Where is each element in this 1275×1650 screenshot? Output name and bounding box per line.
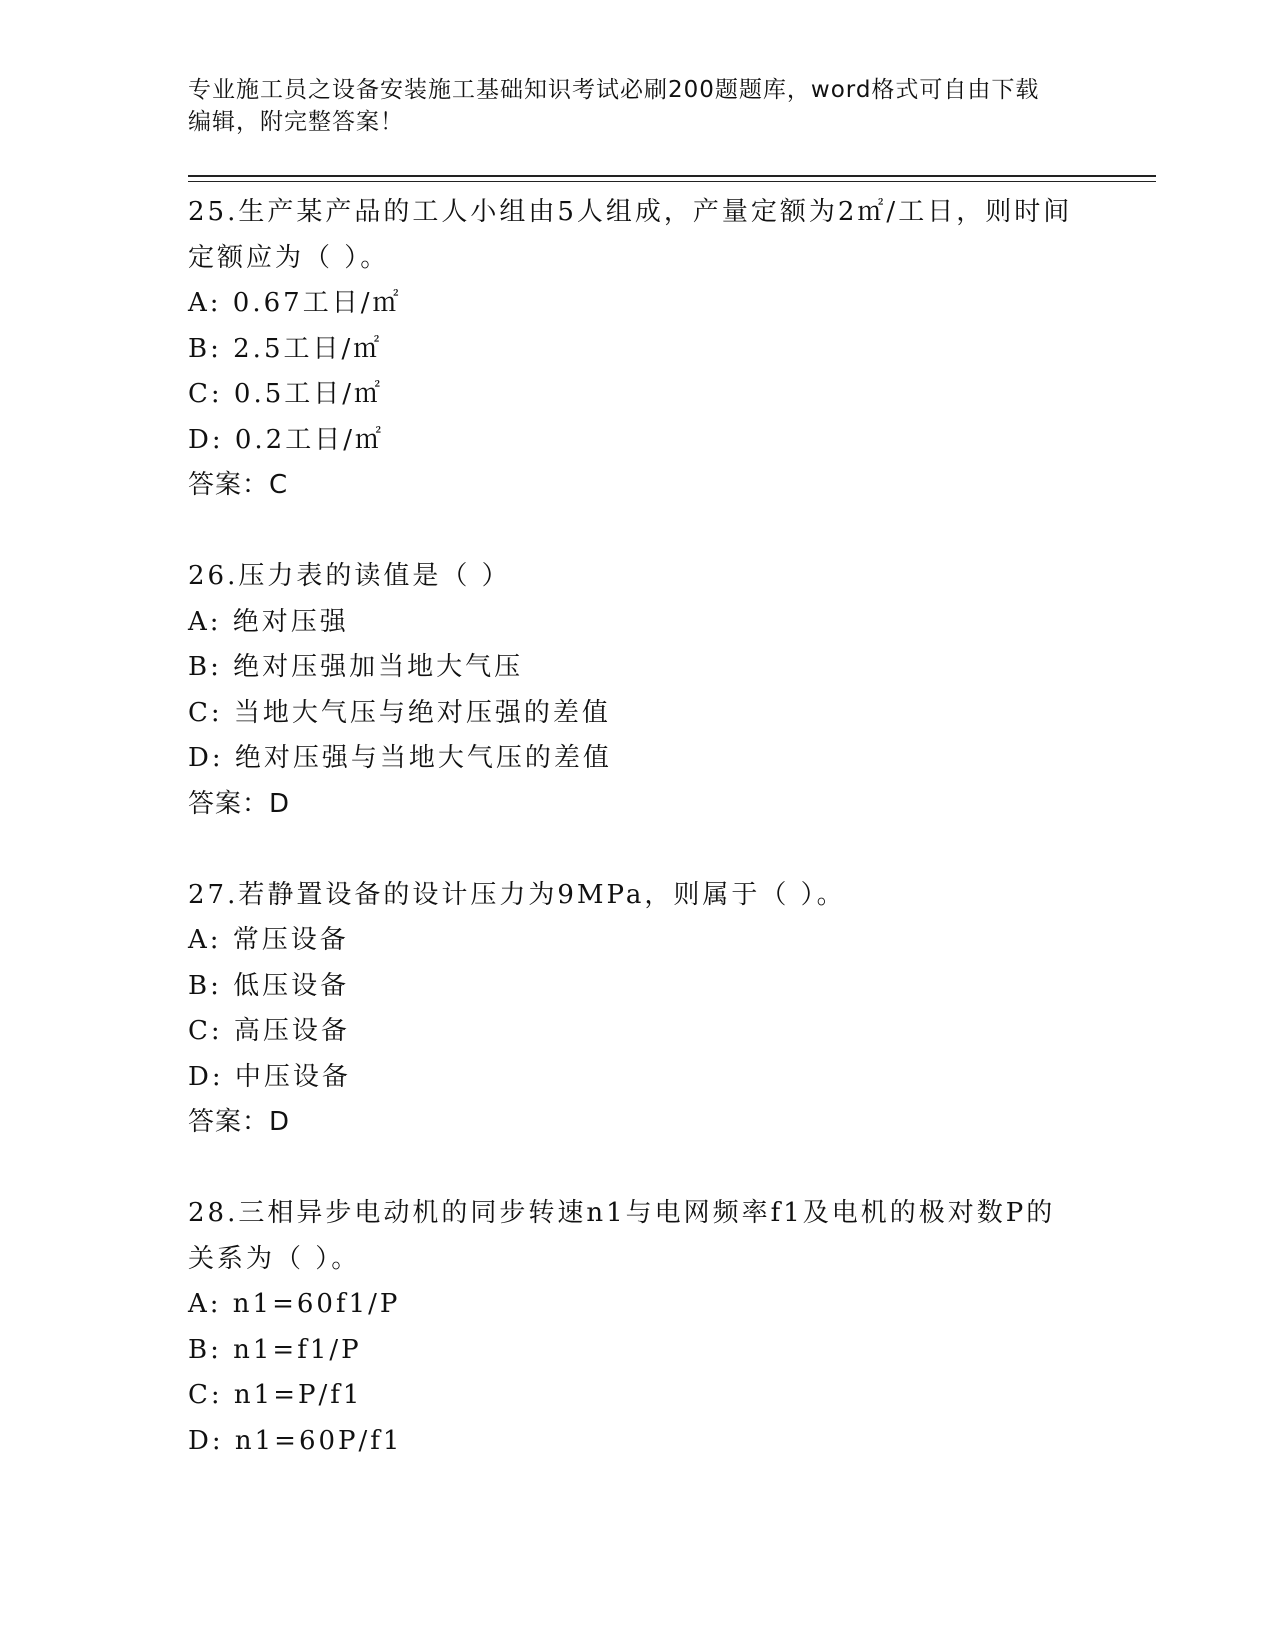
header-line-1: 专业施工员之设备安装施工基础知识考试必刷200题题库，word格式可自由下载	[188, 77, 1040, 103]
document-header	[188, 74, 1088, 138]
answer-text: 答案：C	[188, 470, 289, 500]
answer-text: 答案：D	[188, 788, 291, 819]
question-spacer	[188, 509, 1128, 555]
header-line-2: 编辑，附完整答案！	[188, 109, 404, 135]
option-c: C: 当地大气压与绝对压强的差值	[188, 697, 611, 728]
question-25	[188, 190, 1128, 509]
header-divider-thick	[188, 175, 1156, 177]
option-c: C: 0.5工日/㎡	[188, 379, 384, 409]
question-stem-line: 28.三相异步电动机的同步转速n1与电网频率f1及电机的极对数P的	[188, 1198, 1056, 1228]
option-d: D: n1=60P/f1	[188, 1425, 403, 1456]
question-spacer	[188, 827, 1128, 873]
option-d: D: 0.2工日/㎡	[188, 424, 384, 455]
question-27	[188, 873, 1128, 1146]
question-stem-line: 定额应为（ ）。	[188, 242, 390, 273]
option-c: C: 高压设备	[188, 1016, 350, 1046]
option-a: A: 绝对压强	[188, 606, 349, 637]
question-stem-line: 关系为（ ）。	[188, 1243, 361, 1274]
question-stem-line: 25.生产某产品的工人小组由5人组成，产量定额为2㎡/工日，则时间	[188, 197, 1073, 227]
question-28	[188, 1191, 1128, 1464]
question-stem-line: 27.若静置设备的设计压力为9MPa，则属于（ ）。	[188, 879, 846, 910]
answer-text: 答案：D	[188, 1107, 291, 1137]
option-b: B: 低压设备	[188, 970, 350, 1001]
question-spacer	[188, 1146, 1128, 1192]
option-a: A: 常压设备	[188, 925, 349, 955]
option-d: D: 绝对压强与当地大气压的差值	[188, 743, 612, 773]
question-26	[188, 554, 1128, 827]
option-c: C: n1=P/f1	[188, 1380, 363, 1410]
header-divider-thin	[188, 181, 1156, 182]
option-a: A: n1=60f1/P	[188, 1289, 401, 1319]
question-stem-line: 26.压力表的读值是（ ）	[188, 561, 511, 591]
option-b: B: n1=f1/P	[188, 1334, 362, 1365]
option-b: B: 绝对压强加当地大气压	[188, 652, 524, 682]
question-list	[188, 190, 1128, 1464]
option-a: A: 0.67工日/㎡	[188, 288, 402, 318]
option-d: D: 中压设备	[188, 1061, 351, 1092]
option-b: B: 2.5工日/㎡	[188, 333, 383, 364]
